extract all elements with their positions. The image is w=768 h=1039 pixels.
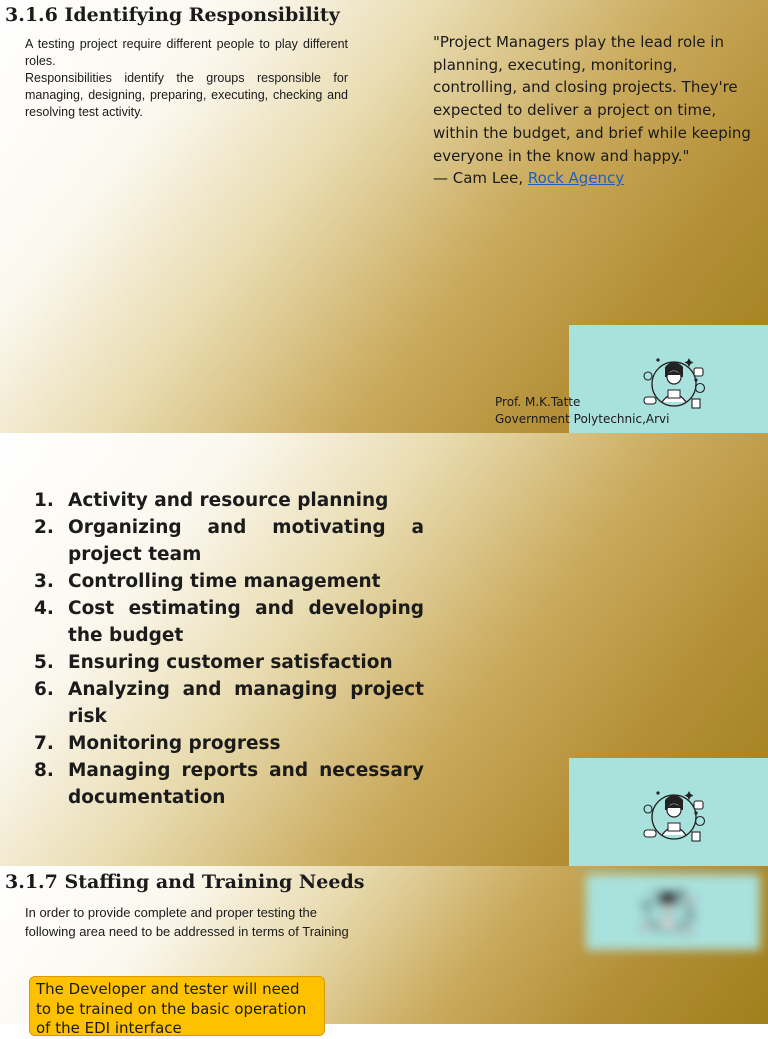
- list-item: [34, 595, 424, 649]
- teal-panel: [586, 874, 760, 950]
- list-item-text: Analyzing and managing project risk: [68, 679, 424, 727]
- author-name: Prof. M.K.Tatte: [495, 395, 581, 409]
- quote-block: [433, 31, 755, 190]
- list-item: [34, 568, 424, 595]
- list-item-number: 3.: [34, 571, 54, 592]
- slide-staffing-training: [0, 866, 768, 1037]
- list-item-number: 5.: [34, 652, 54, 673]
- list-item-number: 7.: [34, 733, 54, 754]
- responsibility-list: [34, 487, 424, 811]
- list-item-text: Organizing and motivating a project team: [68, 517, 424, 565]
- teal-panel: [569, 758, 768, 866]
- list-item-number: 1.: [34, 490, 54, 511]
- list-item-text: Cost estimating and developing the budget: [68, 598, 424, 646]
- intro-paragraph: A testing project require different people to play different roles.: [25, 37, 348, 68]
- list-item-text: Ensuring customer satisfaction: [68, 652, 393, 673]
- section-heading: 3.1.7 Staffing and Training Needs: [5, 871, 365, 893]
- list-item: [34, 514, 424, 568]
- list-item-number: 8.: [34, 760, 54, 781]
- intro-paragraph: Responsibilities identify the groups responsible for managing, designing, preparing, executing, checking and resolving test activity.: [25, 71, 348, 119]
- author-institution: Government Polytechnic,Arvi: [495, 412, 670, 426]
- list-item: [34, 487, 424, 514]
- training-callout: The Developer and tester will need to be trained on the basic operation of the EDI interface: [29, 976, 325, 1036]
- list-item-text: Monitoring progress: [68, 733, 281, 754]
- author-credit: [495, 394, 669, 428]
- project-manager-illustration-icon: [631, 876, 705, 948]
- training-intro: In order to provide complete and proper testing the following area need to be addressed in terms of Training: [25, 905, 349, 939]
- list-item: [34, 649, 424, 676]
- list-item-number: 6.: [34, 679, 54, 700]
- quote-attribution: [433, 167, 755, 190]
- list-item-text: Managing reports and necessary documentation: [68, 760, 424, 808]
- attribution-prefix: — Cam Lee,: [433, 169, 528, 188]
- section-heading: 3.1.6 Identifying Responsibility: [5, 4, 340, 26]
- quote-text: "Project Managers play the lead role in planning, executing, monitoring, controlling, and closing projects. They're expected to deliver a project on time, within the budget, and brief while keeping everyone in the know and happy.": [433, 33, 751, 165]
- slide-pm-responsibilities: [0, 433, 768, 866]
- list-item: [34, 757, 424, 811]
- intro-text: [25, 36, 348, 121]
- rock-agency-link[interactable]: Rock Agency: [527, 169, 625, 188]
- list-item-number: 2.: [34, 517, 54, 538]
- project-manager-illustration-icon: [632, 777, 716, 857]
- list-item-text: Controlling time management: [68, 571, 381, 592]
- list-item: [34, 730, 424, 757]
- list-item-text: Activity and resource planning: [68, 490, 389, 511]
- list-item: [34, 676, 424, 730]
- slide-identifying-responsibility: [0, 0, 768, 433]
- list-item-number: 4.: [34, 598, 54, 619]
